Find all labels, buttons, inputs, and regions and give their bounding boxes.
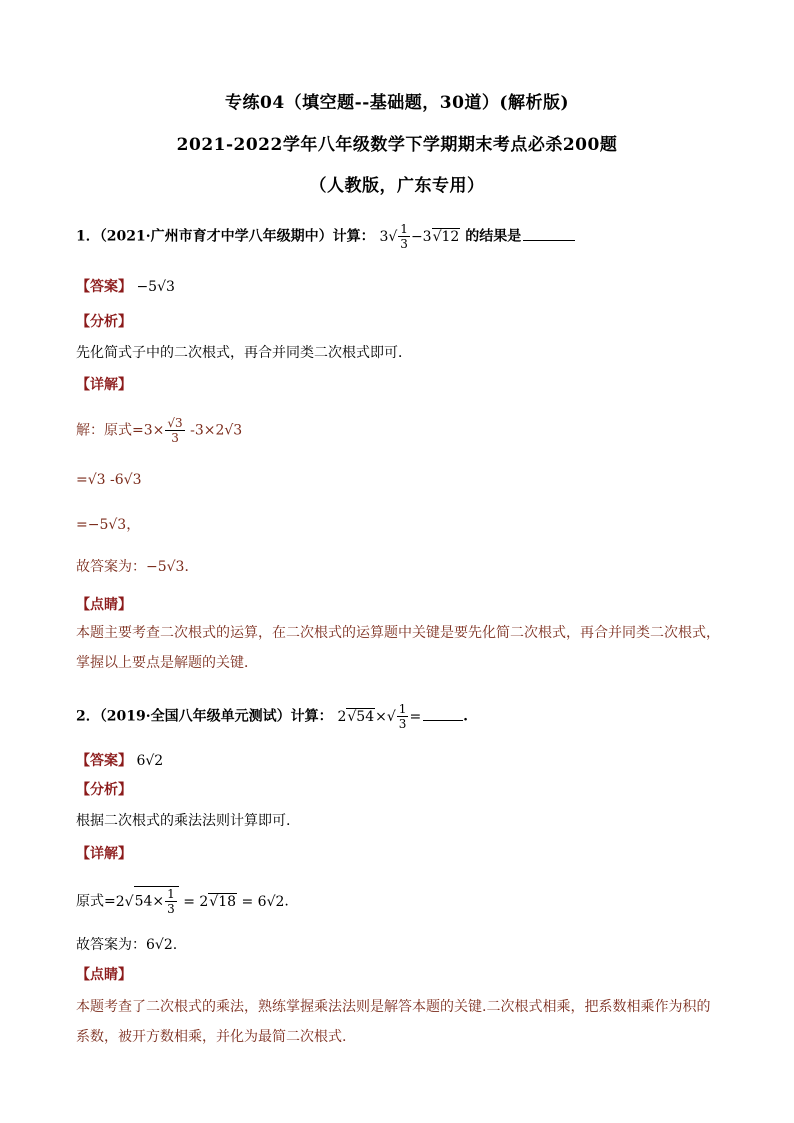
q2-comment: 本题考查了二次根式的乘法，熟练掌握乘法法则是解答本题的关键.二次根式相乘，把系数相乘作为积的系数，被开方数相乘，并化为最简二次根式. <box>76 999 711 1045</box>
q1-analysis-tag: 【分析】 <box>76 314 132 330</box>
q1-comment-tag: 【点睛】 <box>76 597 132 613</box>
q2-detail: 原式=2√54× $\frac{1}{3}$ = 2√18 = 6√2. <box>76 887 289 916</box>
q2-expression: 2√54×√ $\frac{1}{3}$ = <box>337 702 422 731</box>
q1-analysis: 先化简式子中的二次根式，再合并同类二次根式即可． <box>76 345 412 361</box>
q2-detail-tag: 【详解】 <box>76 846 132 862</box>
q1-expression: 3√ $\frac{1}{3}$ −3√12 <box>379 222 460 251</box>
title-line-2: 2021-2022学年八年级数学下学期期末考点必杀200题 <box>176 135 618 155</box>
title-line-3: （人教版，广东专用） <box>309 176 485 196</box>
q2-analysis: 根据二次根式的乘法法则计算即可. <box>76 813 291 829</box>
q1-detail-tag: 【详解】 <box>76 377 132 393</box>
q1-step-1: 解：原式=3× $\frac{√3}{3}$ -3×2√3 <box>76 416 243 445</box>
q1-conclusion: 故答案为：−5√3． <box>76 559 199 575</box>
q1-step-3: =−5√3， <box>76 517 141 533</box>
question-1: 1．（2021·广州市育才中学八年级期中）计算： 3√ $\frac{1}{3}$ −3√12 的结果是 <box>76 222 575 251</box>
q2-analysis-tag: 【分析】 <box>76 782 132 798</box>
q1-answer: 【答案】 −5√3 <box>76 279 175 295</box>
q2-conclusion: 故答案为：6√2. <box>76 937 178 953</box>
q1-comment: 本题主要考查二次根式的运算，在二次根式的运算题中关键是要先化简二次根式，再合并同类二次根式，掌握以上要点是解题的关键． <box>76 625 720 671</box>
q2-comment-tag: 【点睛】 <box>76 967 132 983</box>
answer-blank <box>423 720 463 721</box>
q1-step-2: =√3 -6√3 <box>76 472 142 488</box>
q2-answer: 【答案】 6√2 <box>76 753 164 769</box>
answer-blank <box>523 240 575 241</box>
question-2: 2．（2019·全国八年级单元测试）计算： 2√54×√ $\frac{1}{3}$ = . <box>76 702 469 731</box>
title-line-1: 专练04（填空题--基础题，30道）(解析版) <box>224 93 569 113</box>
